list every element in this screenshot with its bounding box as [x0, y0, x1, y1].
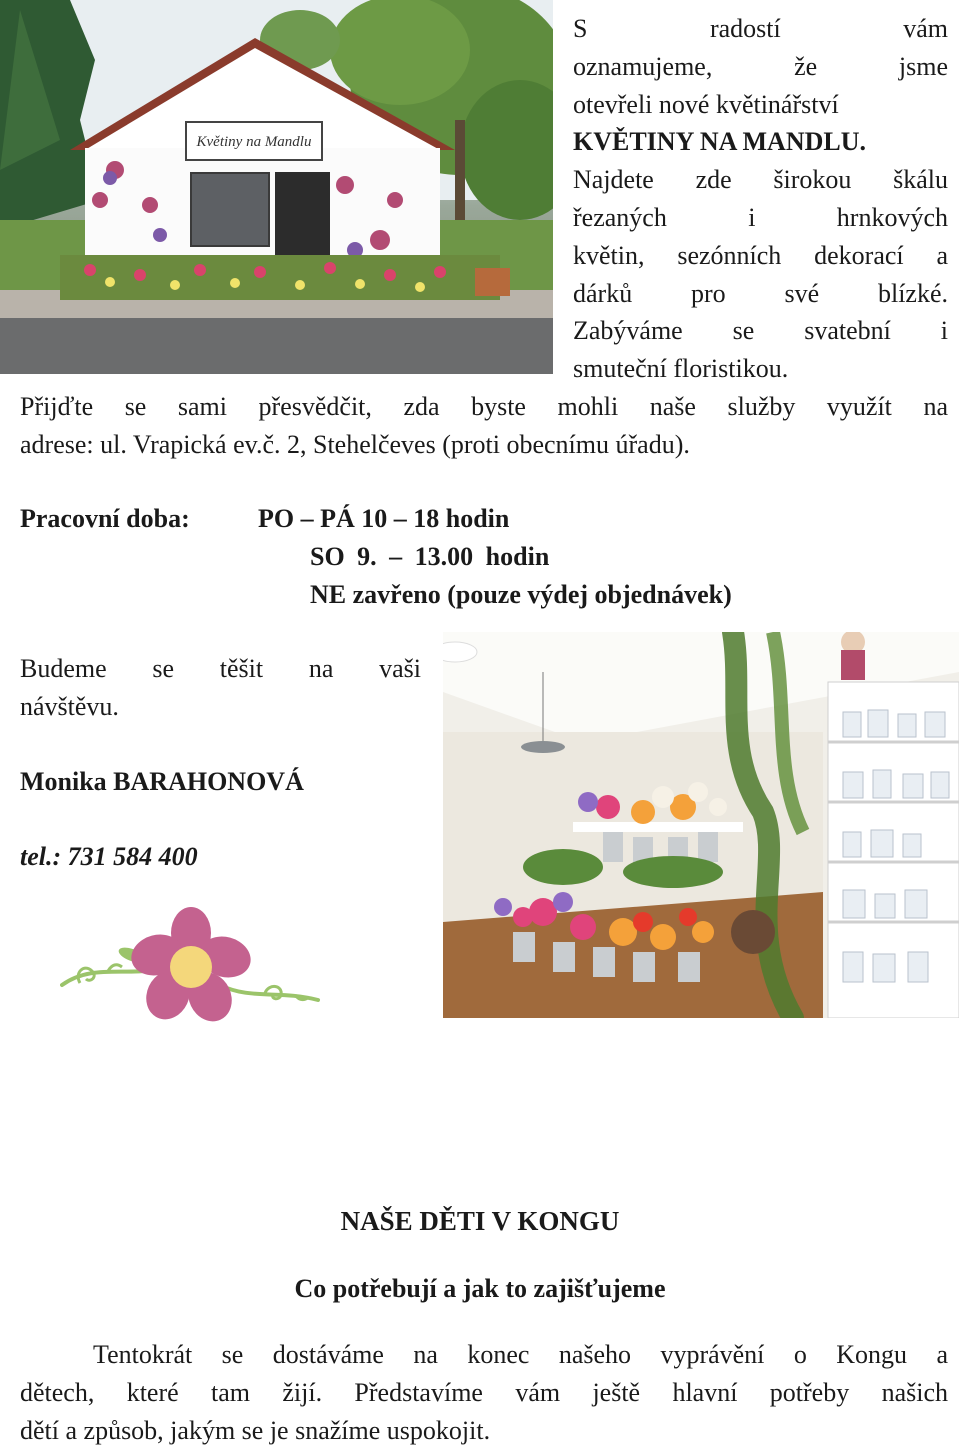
closing-line-1: Budeme se těšit na vaši [20, 654, 421, 683]
phone-number: : 731 584 400 [52, 842, 198, 871]
intro-line-5: Najdete zde širokou škálu [573, 165, 948, 195]
intro-line-10: smuteční floristikou. [573, 354, 789, 384]
intro-line-3: otevřeli nové květinářství [573, 89, 839, 119]
shop-interior-photo [443, 632, 959, 1018]
hours-saturday: SO 9. – 13.00 hodin [310, 541, 550, 571]
phone-label: tel. [20, 842, 53, 871]
article-title: NAŠE DĚTI V KONGU [340, 1206, 620, 1236]
intro-line-6: řezaných i hrnkových [573, 203, 948, 232]
flower-logo-icon [60, 905, 322, 1030]
article-line-1: Tentokrát se dostáváme na konec našeho vyprávění o Kongu a [93, 1340, 948, 1369]
shop-exterior-illustration [0, 0, 553, 374]
shop-name: KVĚTINY NA MANDLU. [573, 127, 866, 157]
intro-line-7: květin, sezónních dekorací a [573, 240, 948, 270]
shop-sign-text: Květiny na Mandlu [196, 134, 312, 150]
closing-line-2: návštěvu. [20, 691, 119, 721]
hours-label: Pracovní doba: [20, 504, 190, 533]
phone-line [20, 838, 198, 876]
intro-full-line-2: adrese: ul. Vrapická ev.č. 2, Stehelčeves (proti obecnímu úřadu). [20, 429, 690, 459]
shop-interior-illustration [443, 632, 959, 1018]
signature-name: Monika BARAHONOVÁ [20, 767, 304, 796]
intro-line-1: S radostí vám [573, 14, 948, 43]
intro-line-2: oznamujeme, že jsme [573, 51, 948, 81]
article-line-2: dětech, které tam žijí. Představíme vám ještě hlavní potřeby našich [20, 1377, 948, 1407]
article-subtitle: Co potřebují a jak to zajišťujeme [294, 1274, 666, 1303]
intro-line-8: dárků pro své blízké. [573, 278, 948, 308]
article-line-3: dětí a způsob, jakým se je snažíme uspokojit. [20, 1415, 491, 1445]
shop-exterior-photo [0, 0, 553, 374]
hours-weekdays: PO – PÁ 10 – 18 hodin [258, 504, 510, 533]
intro-full-line-1: Přijďte se sami přesvědčit, zda byste mohli naše služby využít na [20, 392, 948, 421]
hours-sunday: NE zavřeno (pouze výdej objednávek) [310, 579, 732, 609]
intro-line-9: Zabýváme se svatební i [573, 316, 948, 346]
